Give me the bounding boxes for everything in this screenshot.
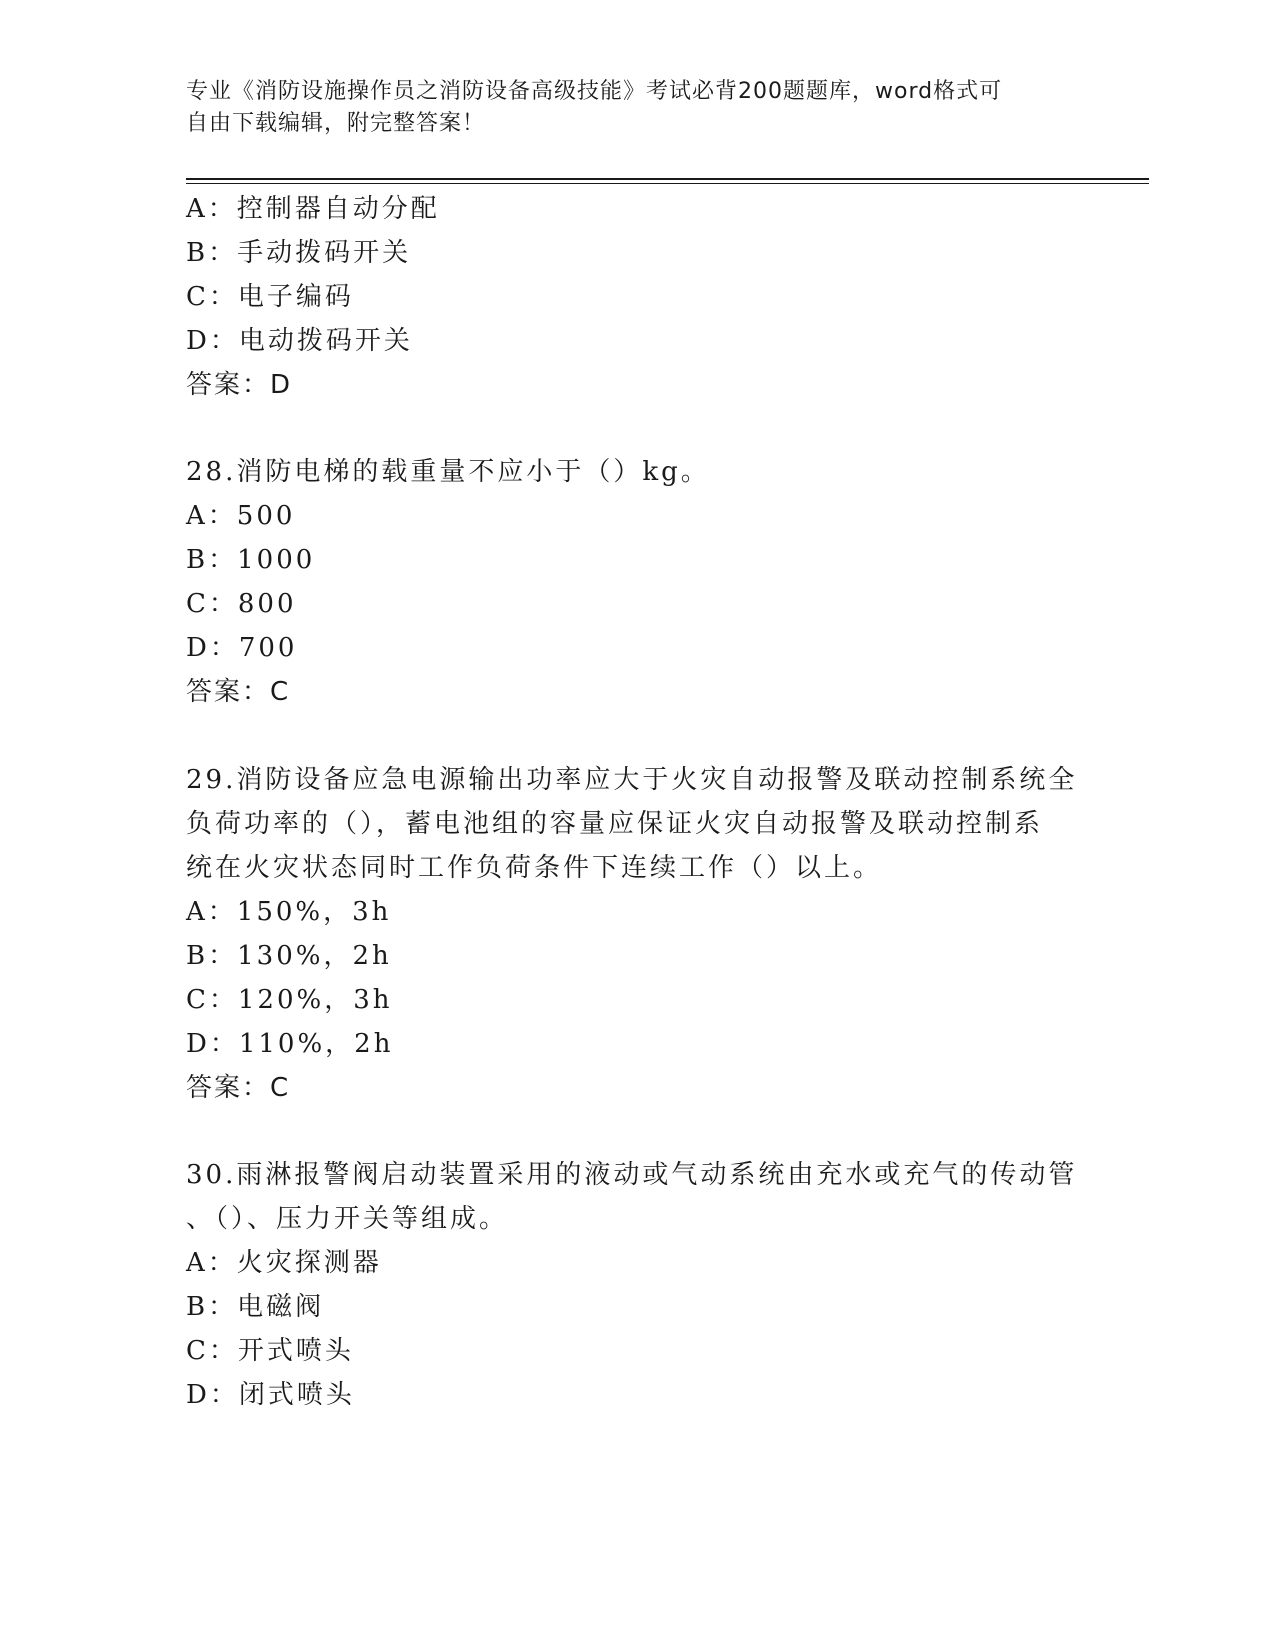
q29-stem-line-1: 29.消防设备应急电源输出功率应大于火灾自动报警及联动控制系统全 xyxy=(186,765,1078,795)
q28-option-a: A：500 xyxy=(186,501,296,531)
header-divider-thick xyxy=(186,178,1149,180)
q27-option-a: A：控制器自动分配 xyxy=(186,194,440,224)
q29-option-d: D：110%，2h xyxy=(186,1029,394,1059)
document-header xyxy=(186,76,1066,140)
q27-answer: 答案：D xyxy=(186,370,293,400)
q29-stem-line-3: 统在火灾状态同时工作负荷条件下连续工作（）以上。 xyxy=(186,853,883,883)
q28-option-d: D：700 xyxy=(186,633,298,663)
q27-option-c: C：电子编码 xyxy=(186,282,354,312)
q29-option-a: A：150%，3h xyxy=(186,897,392,927)
q27-option-b: B：手动拨码开关 xyxy=(186,238,412,268)
q28-option-b: B：1000 xyxy=(186,545,316,575)
q30-option-d: D：闭式喷头 xyxy=(186,1380,355,1410)
q30-option-a: A：火灾探测器 xyxy=(186,1248,382,1278)
q30-option-b: B：电磁阀 xyxy=(186,1292,325,1322)
header-line-2: 自由下载编辑，附完整答案！ xyxy=(186,111,486,136)
q27-option-d: D：电动拨码开关 xyxy=(186,326,413,356)
header-line-1: 专业《消防设施操作员之消防设备高级技能》考试必背200题题库，word格式可 xyxy=(186,79,1003,104)
q29-stem-line-2: 负荷功率的（），蓄电池组的容量应保证火灾自动报警及联动控制系 xyxy=(186,809,1044,839)
q30-option-c: C：开式喷头 xyxy=(186,1336,354,1366)
q29-answer: 答案：C xyxy=(186,1073,291,1103)
q29-option-b: B：130%，2h xyxy=(186,941,392,971)
q29-option-c: C：120%，3h xyxy=(186,985,393,1015)
q30-stem-line-1: 30.雨淋报警阀启动装置采用的液动或气动系统由充水或充气的传动管 xyxy=(186,1160,1078,1190)
q28-option-c: C：800 xyxy=(186,589,297,619)
q28-answer: 答案：C xyxy=(186,677,291,707)
header-divider-thin xyxy=(186,183,1149,184)
q30-stem-line-2: 、（）、压力开关等组成。 xyxy=(186,1204,509,1234)
q28-stem: 28.消防电梯的载重量不应小于（）kg。 xyxy=(186,457,710,487)
